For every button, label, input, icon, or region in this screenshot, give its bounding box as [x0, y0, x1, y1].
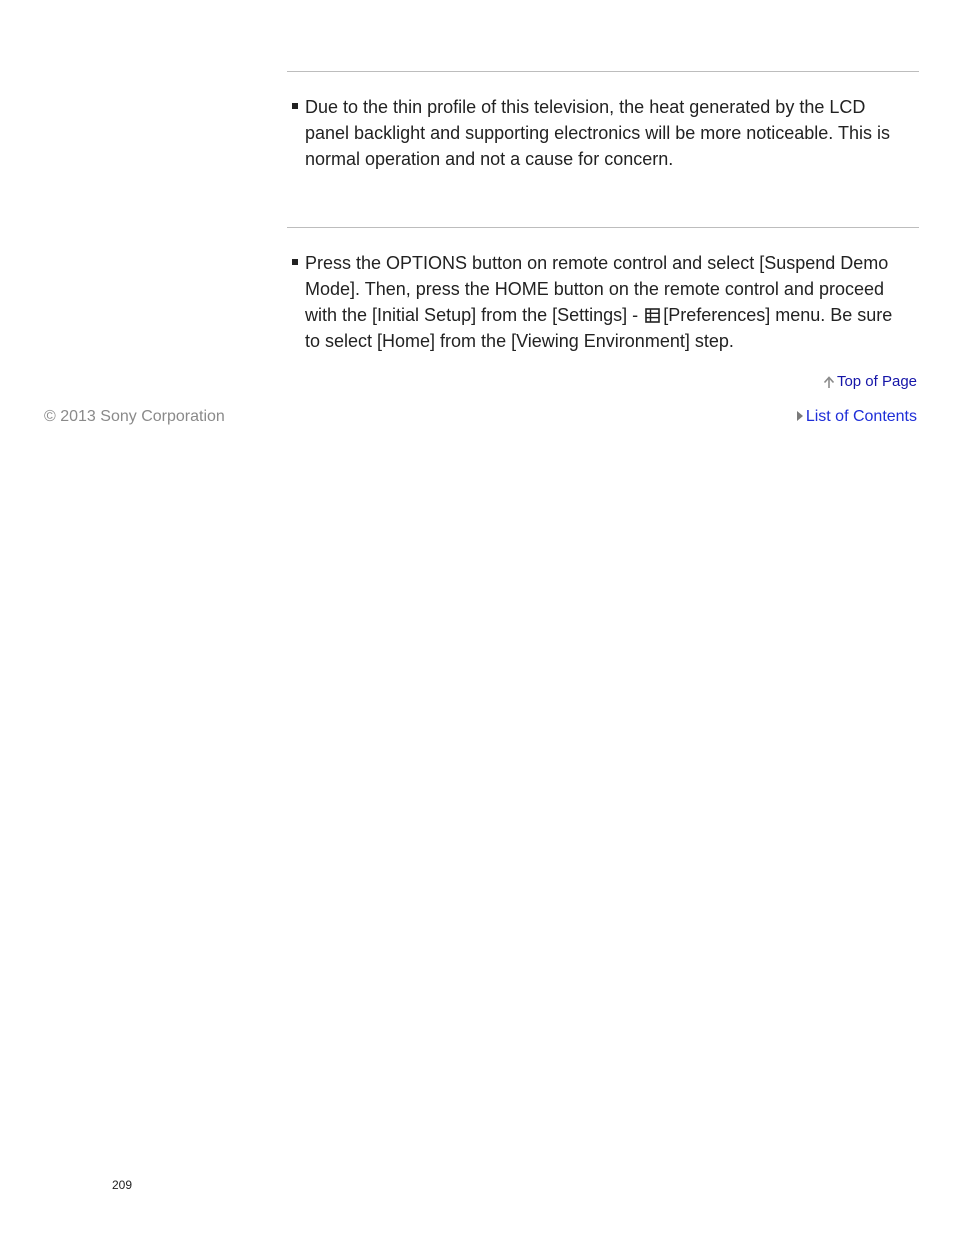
- top-of-page-link[interactable]: [823, 372, 917, 392]
- bullet-item-demo-mode: [292, 250, 912, 354]
- section-divider-top: [287, 71, 919, 72]
- section-divider-middle: [287, 227, 919, 228]
- bullet-square-icon: [292, 259, 298, 265]
- triangle-right-icon: [797, 411, 803, 421]
- preferences-icon: [645, 308, 660, 323]
- bullet-item-heat-note: [292, 94, 912, 172]
- list-of-contents-link[interactable]: [797, 406, 917, 428]
- bullet-text-before-icon: Press the OPTIONS button on remote control and select [Suspend Demo Mode]. Then, press the HOME button on the remote control and proceed with the [Initial Setup] from the [Settings] -: [305, 253, 889, 325]
- arrow-up-icon: [823, 375, 835, 389]
- copyright-text: © 2013 Sony Corporation: [44, 408, 225, 425]
- list-of-contents-label[interactable]: List of Contents: [805, 408, 917, 425]
- top-of-page-label[interactable]: Top of Page: [836, 373, 917, 390]
- bullet-square-icon: [292, 103, 298, 109]
- bullet-text: [305, 250, 912, 354]
- page-number: 209: [112, 1178, 133, 1192]
- bullet-text: Due to the thin profile of this television, the heat generated by the LCD panel backlight and supporting electronics will be more noticeable. This is normal operation and not a cause for concern.: [305, 97, 890, 169]
- bullet-text-after-icon: [Preferences] menu. Be sure to select [Home] from the [Viewing Environment] step.: [305, 305, 893, 351]
